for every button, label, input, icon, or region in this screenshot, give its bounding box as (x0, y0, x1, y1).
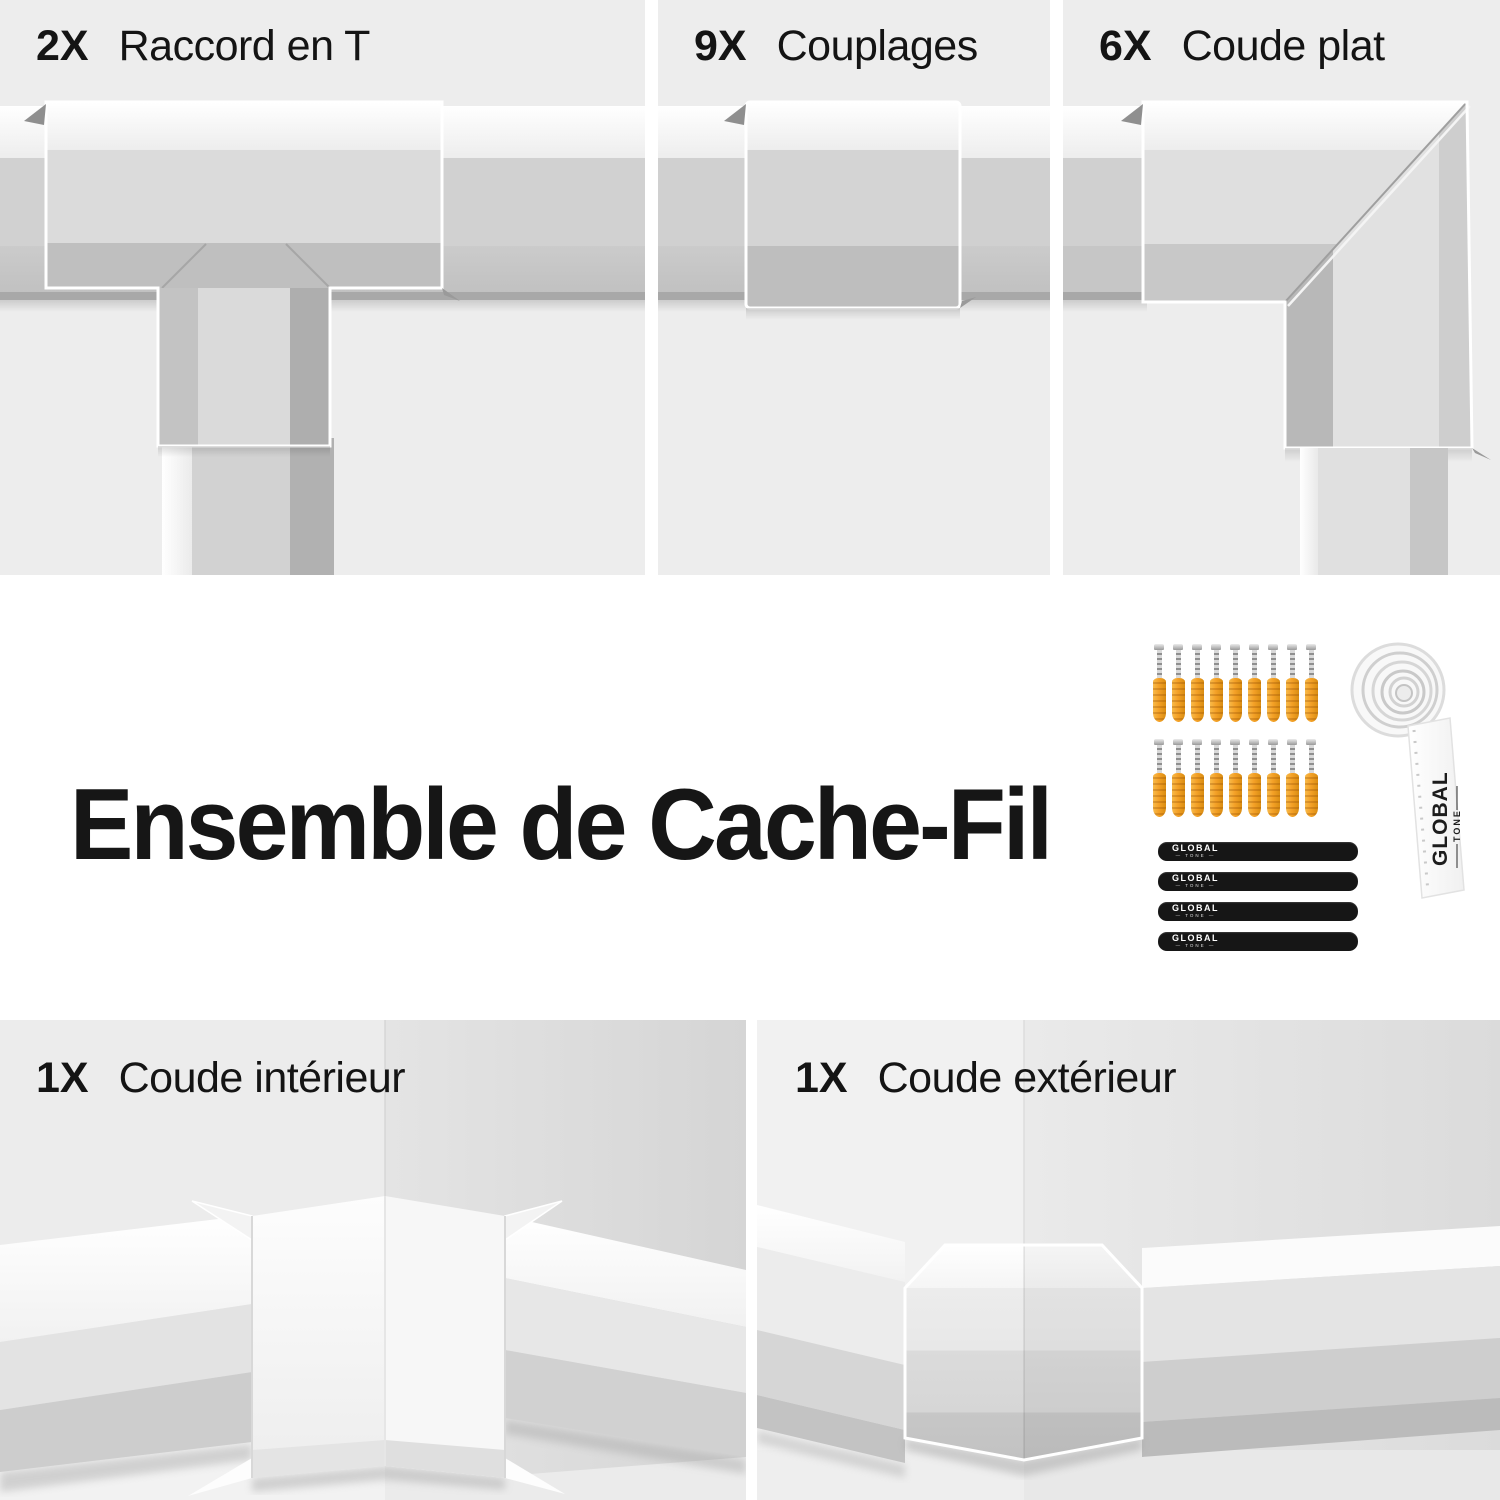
left-duct (0, 1215, 252, 1472)
t-connector-qty: 2X (36, 22, 89, 70)
screw-anchor (1266, 644, 1280, 722)
anchor-body (1229, 773, 1242, 817)
screw-anchor (1152, 739, 1166, 817)
anchor-body (1286, 773, 1299, 817)
screw-anchor (1152, 644, 1166, 722)
tape-subbrand-text: TONE (1452, 809, 1462, 842)
strap-text (1172, 934, 1219, 949)
screw-shaft (1157, 650, 1162, 678)
screw-anchor (1247, 739, 1261, 817)
outside-corner-label: Coude extérieur (877, 1054, 1177, 1102)
screw-anchor (1266, 739, 1280, 817)
strap-subbrand: — TONE — (1172, 854, 1219, 859)
anchor-body (1153, 773, 1166, 817)
vertical-duct (162, 438, 334, 575)
anchor-body (1153, 678, 1166, 722)
inside-corner-qty: 1X (36, 1054, 89, 1102)
anchor-body (1172, 678, 1185, 722)
screw-shaft (1271, 745, 1276, 773)
screw-anchor (1304, 644, 1318, 722)
anchor-body (1191, 678, 1204, 722)
screw-anchor (1285, 644, 1299, 722)
screw-shaft (1195, 745, 1200, 773)
screw-anchor (1171, 739, 1185, 817)
outside-corner-cover (905, 1240, 1144, 1476)
screw-shaft (1271, 650, 1276, 678)
tape-brand-text: GLOBAL (1429, 771, 1452, 866)
screw-anchor (1228, 644, 1242, 722)
screw-anchor (1247, 644, 1261, 722)
screw-anchor (1209, 739, 1223, 817)
screw-anchor (1171, 644, 1185, 722)
flat-elbow-illustration (1063, 0, 1500, 575)
anchor-body (1267, 773, 1280, 817)
screw-shaft (1176, 745, 1181, 773)
screw-shaft (1214, 745, 1219, 773)
velcro-strap (1158, 932, 1358, 951)
velcro-strap (1158, 902, 1358, 921)
vertical-duct (1300, 448, 1448, 575)
screw-shaft (1176, 650, 1181, 678)
anchor-row (1152, 644, 1318, 722)
measuring-tape-illustration (1348, 628, 1498, 920)
strap-brand: GLOBAL (1172, 933, 1219, 944)
anchor-row (1152, 739, 1318, 817)
panel-inside-corner (0, 1020, 746, 1500)
screw-shaft (1233, 650, 1238, 678)
anchor-body (1305, 773, 1318, 817)
anchor-body (1191, 773, 1204, 817)
anchor-body (1210, 773, 1223, 817)
t-connector-illustration (0, 0, 645, 575)
anchor-grid (1152, 644, 1318, 834)
anchor-body (1305, 678, 1318, 722)
coupling-illustration (658, 0, 1050, 575)
screw-anchor (1190, 644, 1204, 722)
coupling-label: Couplages (776, 22, 978, 70)
anchor-body (1248, 678, 1261, 722)
coupling-cover (724, 102, 976, 320)
t-connector-cover (24, 102, 460, 457)
anchor-body (1248, 773, 1261, 817)
anchor-body (1286, 678, 1299, 722)
page-title: Ensemble de Cache-Fil (70, 768, 1051, 881)
measuring-tape (1348, 628, 1498, 925)
anchor-body (1172, 773, 1185, 817)
velcro-strap (1158, 842, 1358, 861)
anchor-body (1267, 678, 1280, 722)
screw-shaft (1290, 650, 1295, 678)
horizontal-duct (1063, 106, 1147, 312)
left-duct (757, 1205, 905, 1463)
flat-elbow-qty: 6X (1099, 22, 1152, 70)
screw-anchor (1304, 739, 1318, 817)
flat-elbow-label: Coude plat (1181, 22, 1385, 70)
anchor-body (1229, 678, 1242, 722)
strap-text (1172, 844, 1219, 859)
screw-shaft (1214, 650, 1219, 678)
screw-shaft (1157, 745, 1162, 773)
strap-subbrand: — TONE — (1172, 914, 1219, 919)
screw-shaft (1195, 650, 1200, 678)
screw-shaft (1233, 745, 1238, 773)
strap-brand: GLOBAL (1172, 873, 1219, 884)
screw-anchor (1228, 739, 1242, 817)
strap-text (1172, 904, 1219, 919)
panel-flat-elbow (1063, 0, 1500, 575)
panel-t-connector (0, 0, 645, 575)
strap-text (1172, 874, 1219, 889)
velcro-strap (1158, 872, 1358, 891)
screw-anchor (1285, 739, 1299, 817)
right-duct (1142, 1226, 1500, 1457)
coupling-qty: 9X (694, 22, 747, 70)
flat-elbow-cover (1121, 102, 1491, 462)
screw-shaft (1309, 745, 1314, 773)
strap-subbrand: — TONE — (1172, 884, 1219, 889)
panel-outside-corner (757, 1020, 1500, 1500)
screw-shaft (1252, 745, 1257, 773)
screw-shaft (1252, 650, 1257, 678)
inside-corner-label: Coude intérieur (118, 1054, 406, 1102)
screw-shaft (1309, 650, 1314, 678)
screw-anchor (1190, 739, 1204, 817)
strap-brand: GLOBAL (1172, 843, 1219, 854)
anchor-body (1210, 678, 1223, 722)
tape-strip (1408, 718, 1464, 898)
strap-subbrand: — TONE — (1172, 944, 1219, 949)
t-connector-label: Raccord en T (118, 22, 370, 70)
strap-brand: GLOBAL (1172, 903, 1219, 914)
screw-anchor (1209, 644, 1223, 722)
screw-shaft (1290, 745, 1295, 773)
panel-coupling (658, 0, 1050, 575)
outside-corner-qty: 1X (795, 1054, 848, 1102)
strap-stack (1158, 842, 1358, 962)
